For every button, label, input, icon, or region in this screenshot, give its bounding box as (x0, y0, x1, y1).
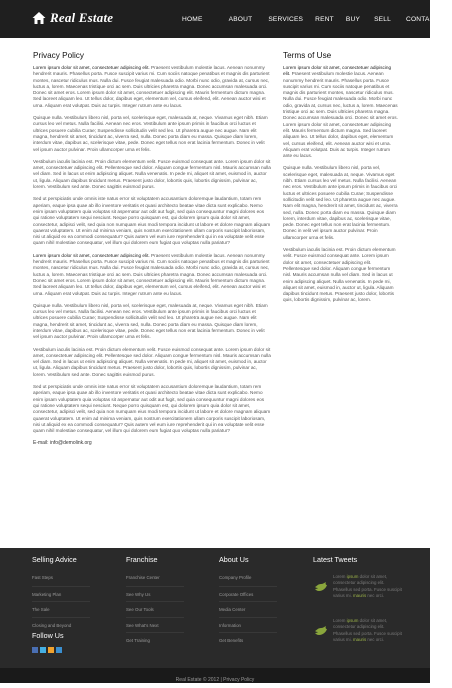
nav-services[interactable]: SERVICES (268, 15, 304, 23)
email-line (33, 440, 271, 446)
main-nav (182, 0, 452, 38)
nav-home[interactable]: HOME (182, 15, 203, 23)
latest-tweets (313, 555, 403, 662)
content-area (0, 38, 430, 548)
terms-paragraph: Quisque nulla. Vestibulum libero nisl, porta vel, scelerisque eget, malesuada at, neque. Vivamus eget nibh. Etiam cursus leo vel metus. Nulla facilisi. Aenean nec eros. Vestibulum ante ipsum primis in faucibus orci luctus et ultrices posuere cubilia Curae; Suspendisse sollicitudin velit sed leo. Ut pharetra augue nec augue. Nam elit magna, hendrerit sit amet, tincidunt ac, viverra sed, nulla. Donec porta diam eu massa. Quisque diam lorem, interdum vitae, dapibus ac, scelerisque vitae, pede. Donec eget tellus non erat lacinia fermentum. Donec in velit vel ipsum auctor pulvinar. Proin ullamcorper urna et felis. (283, 165, 398, 240)
house-icon (32, 11, 46, 25)
facebook-icon[interactable] (32, 647, 38, 653)
footer-link[interactable]: Fast Steps (32, 575, 53, 580)
logo[interactable] (32, 9, 113, 27)
terms-paragraph: Lorem ipsum dolor sit amet, consectetuer adipiscing elit. Praesent vestibulum molestie lacus. Aenean nonummy hendrerit mauris. Phasellus porta. Fusce suscipit varius mi. Cum sociis natoque penatibus et magnis dis parturient montes, nascetur ridiculus mus. Nulla dui. Fusce feugiat malesuada odio. Morbi nunc odio, gravida at, cursus nec, luctus a, lorem. Maecenas tristique orci ac sem. Duis ultricies pharetra magna. Donec accumsan malesuada orci. Donec sit amet eros. Lorem ipsum dolor sit amet, consectetuer adipiscing elit. Mauris fermentum dictum magna. Sed laoreet aliquam leo. Ut tellus dolor, dapibus eget, elementum vel, cursus eleifend, elit. Aenean auctor wisi et urna. Aliquam erat volutpat. Duis ac turpis. Integer rutrum ante eu lacus. (283, 65, 398, 159)
nav-sell[interactable]: SELL (374, 15, 391, 23)
footer-link[interactable]: Marketing Plan (32, 586, 90, 602)
policy-paragraph: Sed ut perspiciatis unde omnis iste natus error sit voluptatem accusantium doloremque laudantium, totam rem aperiam, eaque ipsa quae ab illo inventore veritatis et quasi architecto beatae vitae dicta sunt explicabo. Nemo enim ipsam voluptatem quia voluptas sit aspernatur aut odit aut fugit, sed quia consequuntur magni dolores eos qui ratione voluptatem sequi nesciunt. Neque porro quisquam est, qui dolorem ipsum quia dolor sit amet, consectetur, adipisci velit, sed quia non numquam eius modi tempora incidunt ut labore et dolore magnam aliquam quaerat voluptatem. Ut enim ad minima veniam, quis nostrum exercitationem ullam corporis suscipit laboriosam, nisi ut aliquid ex ea commodi consequatur? Quis autem vel eum iure reprehenderit qui in ea voluptate velit esse quam nihil molestiae consequatur, vel illum qui dolorem eum fugiat quo voluptas nulla pariatur? (33, 196, 271, 246)
twitter-bird-icon (315, 626, 327, 635)
follow-us (32, 631, 64, 653)
footer-col-title: Selling Advice (32, 555, 77, 564)
policy-paragraph: Vestibulum iaculis lacinia est. Proin dictum elementum velit. Fusce euismod consequat ante. Lorem ipsum dolor sit amet, consectetuer adipiscing elit. Pellentesque sed dolor. Aliquam congue fermentum nisl. Mauris accumsan nulla vel diam. Sed in lacus ut enim adipiscing aliquet. Nulla venenatis. In pede mi, aliquet sit amet, euismod in, auctor ut, ligula. Aliquam dapibus tincidunt metus. Praesent justo dolor, lobortis quis, lobortis dignissim, pulvinar ac, lorem. Vestibulum sed ante. Donec sagittis euismod purus. (33, 158, 271, 190)
policy-paragraph: Sed ut perspiciatis unde omnis iste natus error sit voluptatem accusantium doloremque laudantium, totam rem aperiam, eaque ipsa quae ab illo inventore veritatis et quasi architecto beatae vitae dicta sunt explicabo. Nemo enim ipsam voluptatem quia voluptas sit aspernatur aut odit aut fugit, sed quia consequuntur magni dolores eos qui ratione voluptatem sequi nesciunt. Neque porro quisquam est, qui dolorem ipsum quia dolor sit amet, consectetur, adipisci velit, sed quia non numquam eius modi tempora incidunt ut labore et dolore magnam aliquam quaerat voluptatem. Ut enim ad minima veniam, quis nostrum exercitationem ullam corporis suscipit laboriosam, nisi ut aliquid ex ea commodi consequatur? Quis autem vel eum iure reprehenderit qui in ea voluptate velit esse quam nihil molestiae consequatur, vel illum qui dolorem eum fugiat quo voluptas nulla pariatur? (33, 384, 271, 434)
twitter-icon[interactable] (40, 647, 46, 653)
footer-link[interactable]: Corporate Offices (219, 586, 277, 602)
footer-link[interactable]: See Why Us (126, 586, 184, 602)
terms-of-use-title: Terms of Use (283, 51, 332, 60)
copyright-text: Real Estate © 2012 | Privacy Policy (175, 677, 255, 683)
tweet-link[interactable]: ipsum (346, 618, 359, 623)
policy-paragraph: Quisque nulla. Vestibulum libero nisl, porta vel, scelerisque eget, malesuada at, neque. Vivamus eget nibh. Etiam cursus leo vel metus. Nulla facilisi. Aenean nec eros. Vestibulum ante ipsum primis in faucibus orci luctus et ultrices posuere cubilia Curae; Suspendisse sollicitudin velit sed leo. Ut pharetra augue nec augue. Nam elit magna, hendrerit sit amet, tincidunt ac, viverra sed, nulla. Donec porta diam eu massa. Quisque diam lorem, interdum vitae, dapibus ac, scelerisque vitae, pede. Donec eget tellus non erat lacinia fermentum. Donec in velit vel ipsum auctor pulvinar. Proin ullamcorper urna et felis. (33, 302, 268, 340)
privacy-policy-title: Privacy Policy (33, 51, 84, 60)
footer-col-title: Franchise (126, 555, 158, 564)
privacy-policy-column (33, 51, 271, 446)
follow-us-title: Follow Us (32, 631, 64, 640)
policy-paragraph: Quisque nulla. Vestibulum libero nisl, porta vel, scelerisque eget, malesuada at, neque. Vivamus eget nibh. Etiam cursus leo vel metus. Nulla facilisi. Aenean nec eros. Vestibulum ante ipsum primis in faucibus orci luctus et ultrices posuere cubilia Curae; Suspendisse sollicitudin velit sed leo. Ut pharetra augue nec augue. Nam elit magna, hendrerit sit amet, tincidunt ac, viverra sed, nulla. Donec porta diam eu massa. Quisque diam lorem, interdum vitae, dapibus ac, scelerisque vitae, pede. Donec eget tellus non erat lacinia fermentum. Donec in velit vel ipsum auctor pulvinar. Proin ullamcorper urna et felis. (33, 115, 268, 152)
nav-contact[interactable]: CONTACT (406, 15, 439, 23)
terms-paragraph: Vestibulum iaculis lacinia est. Proin dictum elementum velit. Fusce euismod consequat ante. Lorem ipsum dolor sit amet, consectetuer adipiscing elit. Pellentesque sed dolor. Aliquam congue fermentum nisl. Mauris accumsan nulla vel diam. Sed in lacus ut enim adipiscing aliquet. Nulla venenatis. In pede mi, aliquet sit amet, euismod in, auctor ut, ligula. Aliquam dapibus tincidunt metus. Praesent justo dolor, lobortis quis, lobortis dignissim, pulvinar ac, lorem. (283, 247, 396, 303)
footer-col-about-us (219, 555, 277, 648)
nav-rent[interactable]: RENT (315, 15, 334, 23)
latest-tweets-title: Latest Tweets (313, 555, 358, 564)
tweet-link[interactable]: mauris (353, 592, 367, 598)
footer-link[interactable]: Franchise Center (126, 575, 160, 580)
tweet-text: Lorem ipsum dolor sit amet, consectetur adipiscing elit. Phasellus sed porta. Fusce suscipit varius mi. mauris nec orci. (333, 574, 402, 598)
tweet-text: Lorem ipsum dolor sit amet, consectetur adipiscing elit. Phasellus sed porta. Fusce suscipit varius mi. mauris nec orci. (333, 618, 402, 642)
policy-paragraph: Vestibulum iaculis lacinia est. Proin dictum elementum velit. Fusce euismod consequat ante. Lorem ipsum dolor sit amet, consectetuer adipiscing elit. Pellentesque sed dolor. Aliquam congue fermentum nisl. Mauris accumsan nulla vel diam. Sed in lacus ut enim adipiscing aliquet. Nulla venenatis. In pede mi, aliquet sit amet, euismod in, auctor ut, ligula. Aliquam dapibus tincidunt metus. Praesent justo dolor, lobortis quis, lobortis dignissim, pulvinar ac, lorem. Vestibulum sed ante. Donec sagittis euismod purus. (33, 346, 271, 377)
header-bar (0, 0, 439, 38)
tweet (313, 618, 403, 662)
rss-icon[interactable] (48, 647, 54, 653)
footer-link[interactable]: The Sale (32, 601, 90, 617)
nav-about[interactable]: ABOUT (228, 15, 253, 23)
tweet-link[interactable]: mauris (353, 636, 367, 642)
footer-col-selling-advice (32, 555, 90, 632)
social-icons (32, 647, 64, 653)
terms-of-use-column (283, 51, 398, 310)
nav-buy[interactable]: BUY (345, 15, 361, 23)
footer-link[interactable]: Get Training (126, 632, 184, 648)
tweet-link[interactable]: ipsum (346, 574, 359, 579)
footer-col-franchise (126, 555, 184, 648)
footer-link[interactable]: Company Profile (219, 575, 252, 580)
email-label: E-mail: (33, 440, 49, 447)
copyright-bar (0, 668, 430, 683)
footer-link[interactable]: Media Center (219, 601, 277, 617)
policy-paragraph: Lorem ipsum dolor sit amet, consectetuer adipiscing elit. Praesent vestibulum molestie lacus. Aenean nonummy hendrerit mauris. Phasellus porta. Fusce suscipit varius mi. Cum sociis natoque penatibus et magnis dis parturient montes, nascetur ridiculus mus. Nulla dui. Fusce feugiat malesuada odio. Morbi nunc odio, gravida at, cursus nec, luctus a, lorem. Maecenas tristique orci ac sem. Duis ultricies pharetra magna. Donec accumsan malesuada orci. Donec sit amet eros. Lorem ipsum dolor sit amet, consectetuer adipiscing elit. Mauris fermentum dictum magna. Sed laoreet aliquam leo. Ut tellus dolor, dapibus eget, elementum vel, cursus eleifend, elit. Aenean auctor wisi et urna. Aliquam erat volutpat. Duis ac turpis. Integer rutrum ante eu lacus. (33, 65, 270, 108)
footer-link[interactable]: Get Benefits (219, 632, 277, 648)
logo-text: Real Estate (50, 10, 114, 25)
delicious-icon[interactable] (56, 647, 62, 653)
tweet (313, 574, 403, 618)
footer-link[interactable]: Closing and Beyond (32, 617, 90, 633)
footer (0, 548, 430, 668)
footer-link[interactable]: Information (219, 617, 277, 633)
footer-link[interactable]: See What's Next (126, 617, 184, 633)
footer-link[interactable]: See Our Tools (126, 601, 184, 617)
twitter-bird-icon (315, 582, 327, 591)
email-link[interactable]: info@demolink.org (49, 440, 92, 447)
policy-paragraph: Lorem ipsum dolor sit amet, consectetuer adipiscing elit. Praesent vestibulum molestie lacus. Aenean nonummy hendrerit mauris. Phasellus porta. Fusce suscipit varius mi. Cum sociis natoque penatibus et magnis dis parturient montes, nascetur ridiculus mus. Nulla dui. Fusce feugiat malesuada odio. Morbi nunc odio, gravida at, cursus nec, luctus a, lorem. Maecenas tristique orci ac sem. Duis ultricies pharetra magna. Donec accumsan malesuada orci. Donec sit amet eros. Lorem ipsum dolor sit amet, consectetuer adipiscing elit. Mauris fermentum dictum magna. Sed laoreet aliquam leo. Ut tellus dolor, dapibus eget, elementum vel, cursus eleifend, elit. Aenean auctor wisi et urna. Aliquam erat volutpat. Duis ac turpis. Integer rutrum ante eu lacus. (33, 252, 270, 296)
footer-col-title: About Us (219, 555, 249, 564)
